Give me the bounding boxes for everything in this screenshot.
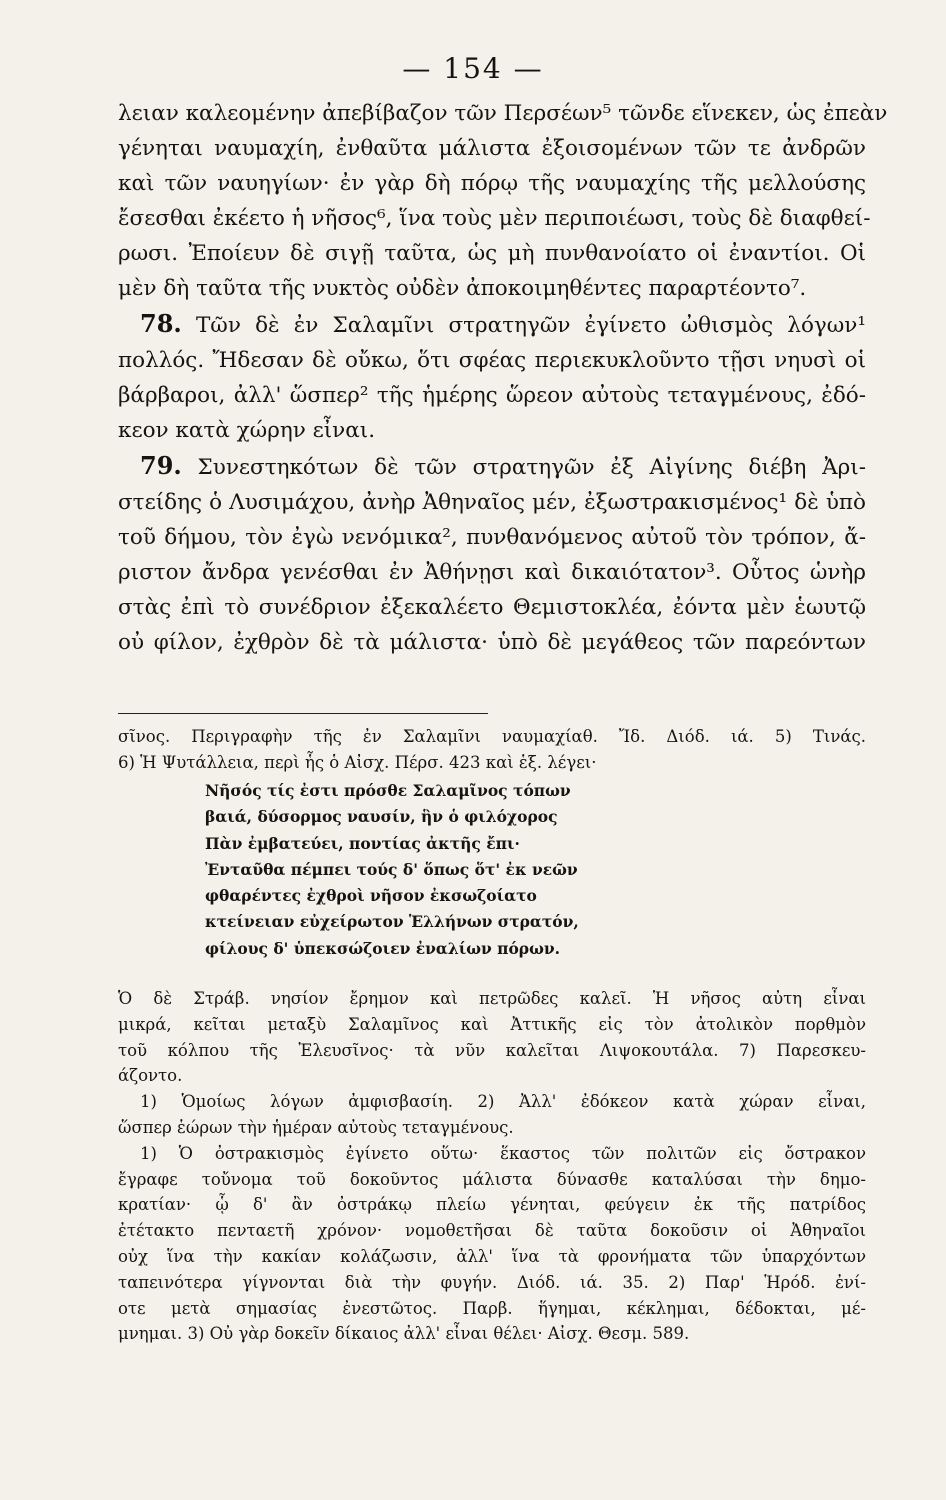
text-line: στὰς ἐπὶ τὸ συνέδριον ἐξεκαλέετο Θεμιστοκλέα, ἐόντα μὲν ἑωυτῷ	[118, 595, 866, 620]
section-number: 78.	[140, 309, 182, 338]
text-line: γένηται ναυμαχίη, ἐνθαῦτα μάλιστα ἐξοισομένων τῶν τε ἀνδρῶν	[118, 136, 866, 161]
text-line: ρωσι. Ἐποίευν δὲ σιγῇ ταῦτα, ὡς μὴ πυνθανοίατο οἱ ἐναντίοι. Οἱ	[118, 241, 866, 266]
footnote-line: κρατίαν· ᾧ δ' ἂν ὀστράκῳ πλείω γένηται, φεύγειν ἐκ τῆς πατρίδος	[118, 1195, 866, 1215]
footnote-divider	[118, 713, 488, 714]
verse-line: φίλους δ' ὑπεκσώζοιεν ἐναλίων πόρων.	[205, 938, 561, 958]
verse-line: Ἐνταῦθα πέμπει τούς δ' ὅπως ὅτ' ἐκ νεῶν	[205, 859, 578, 879]
section-78-first-line: Τῶν δὲ ἐν Σαλαμῖνι στρατηγῶν ἐγίνετο ὠθισμὸς λόγων¹	[195, 313, 866, 338]
verse-line: Πὰν ἐμβατεύει, ποντίας ἀκτῆς ἔπι·	[205, 833, 520, 853]
verse-quotation	[205, 778, 765, 962]
text-line	[118, 448, 866, 485]
footnotes-bottom	[118, 986, 866, 1347]
footnote-line: ἔγραφε τοὔνομα τοῦ δοκοῦντος μάλιστα δύνασθε καταλύσαι τὴν δημο-	[118, 1169, 866, 1189]
footnote-line: μνημαι. 3) Οὐ γὰρ δοκεῖν δίκαιος ἀλλ' εἶναι θέλει· Αἰσχ. Θεσμ. 589.	[118, 1324, 690, 1344]
footnote-line: ταπεινότερα γίγνονται διὰ τὴν φυγήν. Διόδ. ιά. 35. 2) Παρ' Ἡρόδ. ἐνί-	[118, 1272, 866, 1292]
verse-line: κτείνειαν εὐχείρωτον Ἑλλήνων στρατόν,	[205, 912, 579, 932]
footnote-line: οτε μετὰ σημασίας ἐνεστῶτος. Παρβ. ἥγημαι, κέκλημαι, δέδοκται, μέ-	[118, 1298, 866, 1318]
text-line: πολλός. Ἤδεσαν δὲ οὔκω, ὅτι σφέας περιεκυκλοῦντο τῇσι νηυσὶ οἱ	[118, 348, 866, 373]
verse-line: βαιά, δύσορμος ναυσίν, ἣν ὁ φιλόχορος	[205, 807, 558, 827]
main-text	[118, 96, 888, 660]
footnote-line: ἐτέτακτο πενταετῆ χρόνον· νομοθετῆσαι δὲ ταῦτα δοκοῦσιν οἱ Ἀθηναῖοι	[118, 1221, 866, 1241]
footnotes-top	[118, 724, 866, 775]
text-line: μὲν δὴ ταῦτα τῆς νυκτὸς οὐδὲν ἀποκοιμηθέντες παραρτέοντο⁷.	[118, 276, 807, 301]
section-79-first-line: Συνεστηκότων δὲ τῶν στρατηγῶν ἐξ Αἰγίνης διέβη Ἀρι-	[197, 455, 866, 480]
footnote-line: ὥσπερ ἑώρων τὴν ἡμέραν αὐτοὺς τεταγμένους.	[118, 1117, 514, 1137]
intro-paragraph	[118, 96, 888, 306]
text-line: τοῦ δήμου, τὸν ἐγὼ νενόμικα², πυνθανόμενος αὐτοῦ τὸν τρόπον, ἄ-	[118, 525, 866, 550]
footnote-line: τοῦ κόλπου τῆς Ἐλευσῖνος· τὰ νῦν καλεῖται Λιψοκουτάλα. 7) Παρεσκευ-	[118, 1040, 866, 1060]
text-line: ἔσεσθαι ἐκέετο ἡ νῆσος⁶, ἵνα τοὺς μὲν περιποιέωσι, τοὺς δὲ διαφθεί-	[118, 206, 871, 231]
text-line: λειαν καλεομένην ἀπεβίβαζον τῶν Περσέων⁵ τῶνδε εἵνεκεν, ὡς ἐπεὰν	[118, 101, 888, 126]
footnote-line: οὐχ ἵνα τὴν κακίαν κολάζωσιν, ἀλλ' ἵνα τὰ φρονήματα τῶν ὑπαρχόντων	[118, 1246, 866, 1266]
footnote-line: σῖνος. Περιγραφὴν τῆς ἐν Σαλαμῖνι ναυμαχίαθ. Ἴδ. Διόδ. ιά. 5) Τινάς.	[118, 727, 866, 746]
section-79	[118, 448, 866, 660]
footnote-line: 1) Ὁ ὀστρακισμὸς ἐγίνετο οὕτω· ἕκαστος τῶν πολιτῶν εἰς ὄστρακον	[140, 1143, 866, 1163]
text-line: στείδης ὁ Λυσιμάχου, ἀνὴρ Ἀθηναῖος μέν, ἐξωστρακισμένος¹ δὲ ὑπὸ	[118, 490, 866, 515]
footnote-line: 1) Ὁμοίως λόγων ἀμφισβασίη. 2) Ἀλλ' ἐδόκεον κατὰ χώραν εἶναι,	[140, 1092, 866, 1112]
footnote-line: 6) Ἡ Ψυτάλλεια, περὶ ἧς ὁ Αἰσχ. Πέρσ. 423 καὶ ἑξ. λέγει·	[118, 752, 597, 772]
footnote-line: μικρά, κεῖται μεταξὺ Σαλαμῖνος καὶ Ἀττικῆς εἰς τὸν ἀτολικὸν πορθμὸν	[118, 1014, 866, 1034]
text-line	[118, 306, 866, 343]
verse-line: φθαρέντες ἐχθροὶ νῆσον ἐκσωζοίατο	[205, 886, 537, 906]
text-line: καὶ τῶν ναυηγίων· ἐν γὰρ δὴ πόρῳ τῆς ναυμαχίης τῆς μελλούσης	[118, 171, 866, 196]
text-line: ριστον ἄνδρα γενέσθαι ἐν Ἀθήνῃσι καὶ δικαιότατον³. Οὗτος ὡνὴρ	[118, 560, 866, 585]
footnote-line: άζοντο.	[118, 1066, 183, 1086]
text-line: βάρβαροι, ἀλλ' ὥσπερ² τῆς ἡμέρης ὥρεον αὐτοὺς τεταγμένους, ἐδό-	[118, 383, 866, 408]
text-line: κεον κατὰ χώρην εἶναι.	[118, 418, 376, 443]
section-78	[118, 306, 866, 448]
footnote-line: Ὁ δὲ Στράβ. νησίον ἔρημον καὶ πετρῶδες καλεῖ. Ἡ νῆσος αὐτη εἶναι	[118, 989, 866, 1008]
verse-line: Νῆσός τίς ἐστι πρόσθε Σαλαμῖνος τόπων	[205, 781, 571, 800]
text-line: οὐ φίλον, ἐχθρὸν δὲ τὰ μάλιστα· ὑπὸ δὲ μεγάθεος τῶν παρεόντων	[118, 630, 866, 655]
page-number: — 154 —	[402, 52, 544, 85]
section-number: 79.	[140, 451, 182, 480]
